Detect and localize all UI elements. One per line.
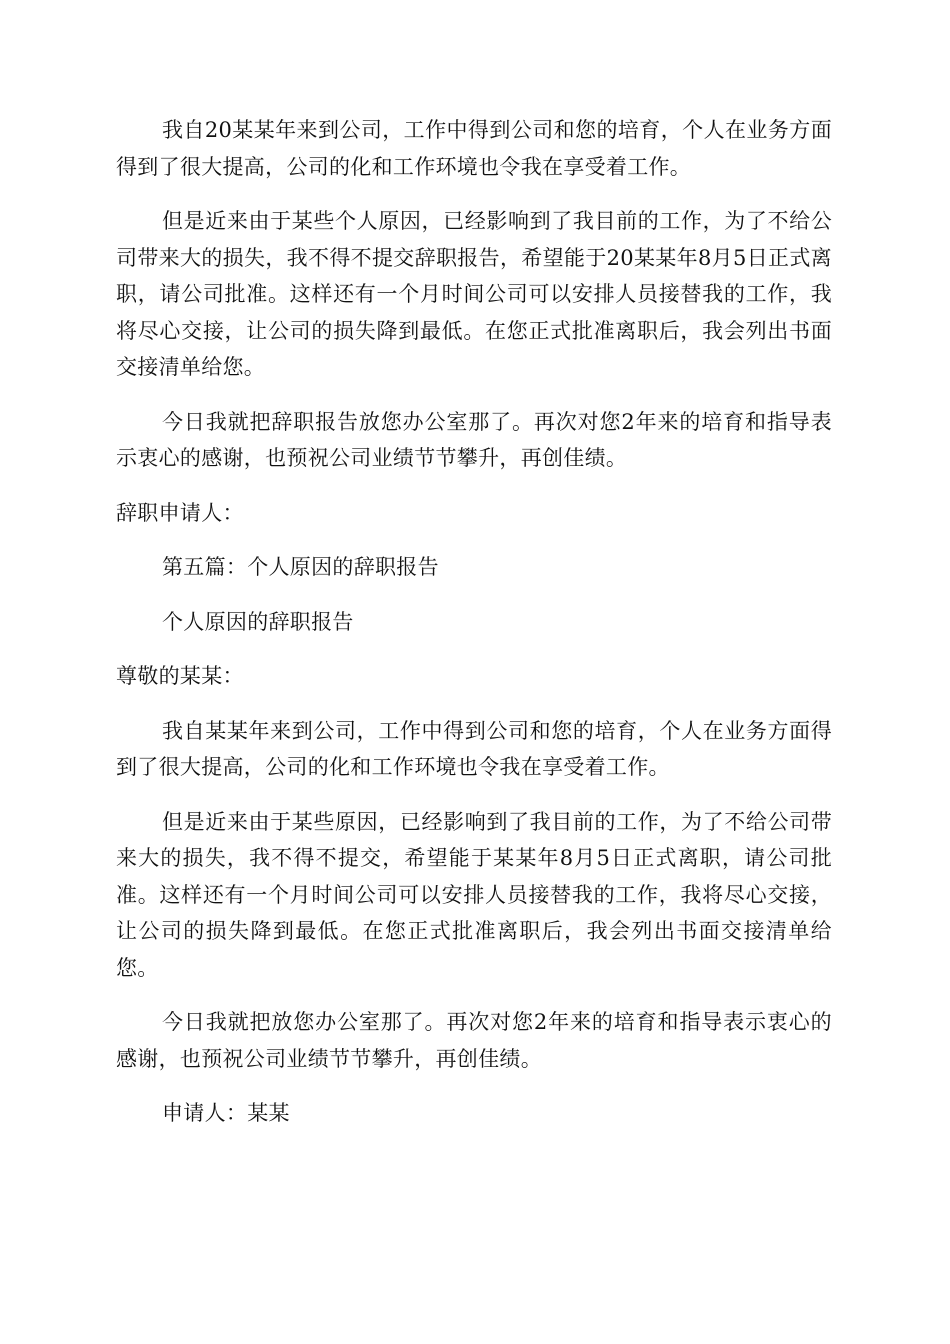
signature-applicant-2: 申请人：某某: [162, 1101, 290, 1125]
signature-applicant: 辞职申请人：: [116, 500, 244, 525]
paragraph-thanks: 今日我就把辞职报告放您办公室那了。再次对您2年来的培育和指导表示衷心的感谢，也预祝公司业绩节节攀升，再创佳绩。: [116, 409, 832, 470]
paragraph-intro: 我自20某某年来到公司，工作中得到公司和您的培育，个人在业务方面得到了很大提高，公司的化和工作环境也令我在享受着工作。: [116, 118, 832, 179]
paragraph-reason-2: 但是近来由于某些原因，已经影响到了我目前的工作，为了不给公司带来大的损失，我不得不提交，希望能于某某年8月5日正式离职，请公司批准。这样还有一个月时间公司可以安排人员接替我的工作，我将尽心交接，让公司的损失降到最低。在您正式批准离职后，我会列出书面交接清单给您。: [116, 809, 832, 980]
letter-title: 个人原因的辞职报告: [162, 609, 354, 634]
paragraph-thanks-2: 今日我就把放您办公室那了。再次对您2年来的培育和指导表示衷心的感谢，也预祝公司业绩节节攀升，再创佳绩。: [116, 1010, 832, 1071]
salutation: 尊敬的某某：: [116, 664, 244, 688]
paragraph-intro-2: 我自某某年来到公司，工作中得到公司和您的培育，个人在业务方面得到了很大提高，公司的化和工作环境也令我在享受着工作。: [116, 718, 832, 779]
document-page: [116, 112, 832, 1132]
section-heading: 第五篇：个人原因的辞职报告: [162, 555, 439, 579]
paragraph-reason: 但是近来由于某些个人原因，已经影响到了我目前的工作，为了不给公司带来大的损失，我不得不提交辞职报告，希望能于20某某年8月5日正式离职，请公司批准。这样还有一个月时间公司可以安排人员接替我的工作，我将尽心交接，让公司的损失降到最低。在您正式批准离职后，我会列出书面交接清单给您。: [116, 209, 832, 379]
